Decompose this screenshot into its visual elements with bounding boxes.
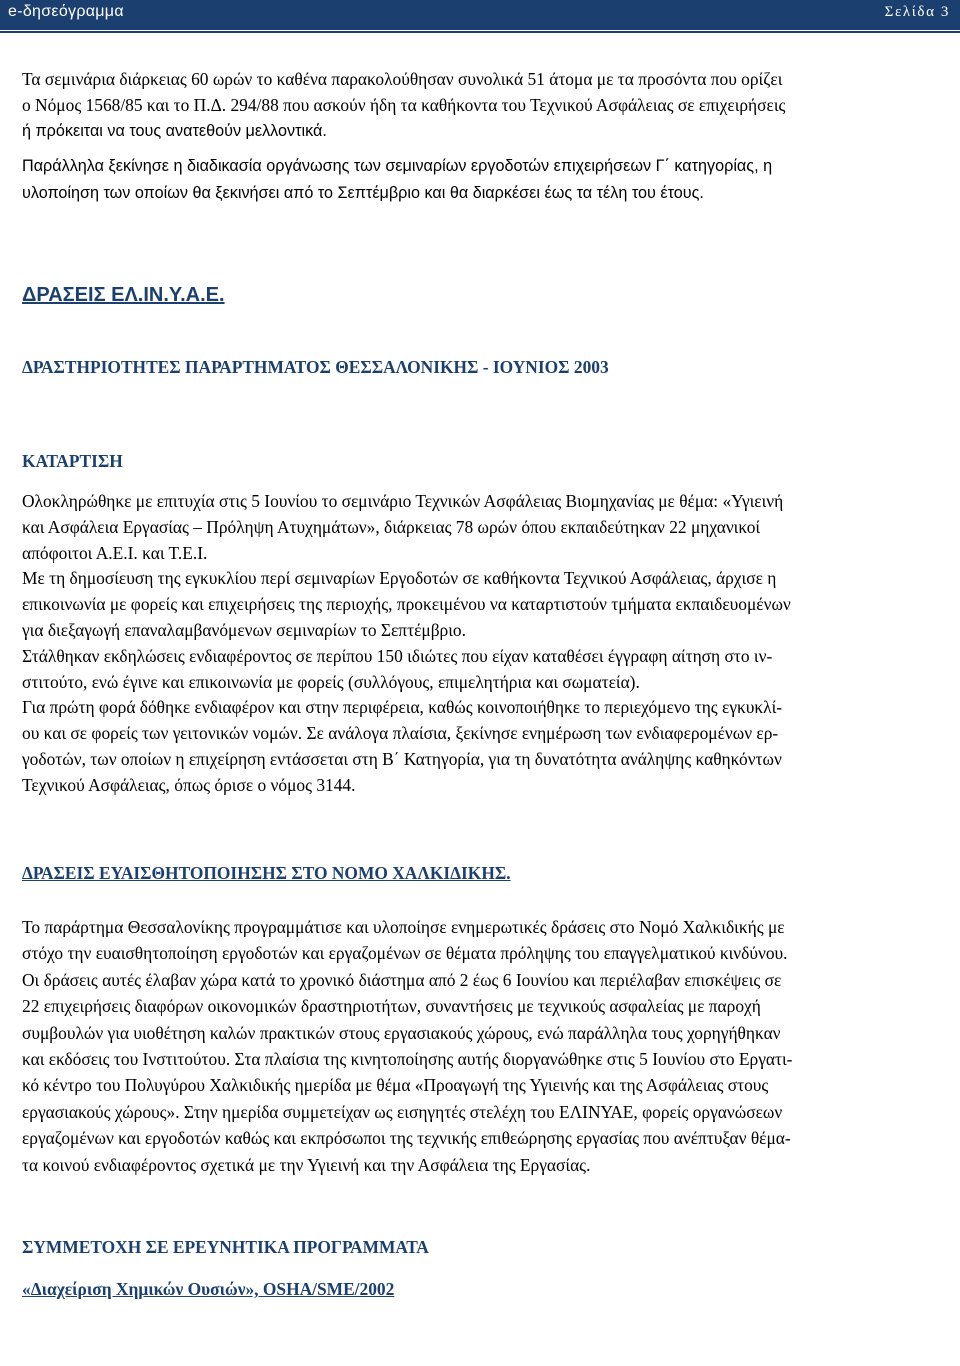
text-line: τα κοινού ενδιαφέροντος σχετικά με την Υγιεινή και την Ασφάλεια της Εργασίας. bbox=[22, 1154, 591, 1175]
text-line: Ολοκληρώθηκε με επιτυχία στις 5 Ιουνίου το σεμινάριο Τεχνικών Ασφάλειας Βιομηχανίας με θέμα: «Υγιεινή bbox=[22, 491, 784, 511]
text-line: γοδοτών, των οποίων η επιχείρηση εντάσσεται στη Β΄ Κατηγορία, για τη δυνατότητα ανάληψης καθηκόντων bbox=[22, 748, 782, 769]
text-line: Παράλληλα ξεκίνησε η διαδικασία οργάνωσης των σεμιναρίων εργοδοτών επιχειρήσεων Γ΄ κατηγορίας, η bbox=[22, 157, 773, 175]
text-line: υλοποίηση των οποίων θα ξεκινήσει από το Σεπτέμβριο και θα διαρκέσει έως τα τέλη του έτους. bbox=[22, 184, 704, 202]
text-line: Το παράρτημα Θεσσαλονίκης προγραμμάτισε και υλοποίησε ενημερωτικές δράσεις στο Νομό Χαλκιδικής με bbox=[22, 917, 785, 937]
header-divider bbox=[0, 31, 960, 33]
text-line: εργασιακούς χώρους». Στην ημερίδα συμμετείχαν ως εισηγητές στελέχη του ΕΛΙΝΥΑΕ, φορείς οργανώσεων bbox=[22, 1101, 783, 1122]
text-line: Τεχνικού Ασφάλειας, όπως όρισε ο νόμος 3144. bbox=[22, 774, 356, 795]
awareness-title: ΔΡΑΣΕΙΣ ΕΥΑΙΣΘΗΤΟΠΟΙΗΣΗΣ ΣΤΟ ΝΟΜΟ ΧΑΛΚΙΔΙΚΗΣ. bbox=[22, 863, 511, 883]
awareness-paragraph bbox=[22, 914, 938, 1178]
text-line: ου και σε φορείς των γειτονικών νομών. Σε ανάλογα πλαίσια, ξεκίνησε ενημέρωση των ενδιαφερομένων ερ- bbox=[22, 723, 779, 744]
intro-paragraph bbox=[22, 66, 938, 144]
training-paragraph bbox=[22, 489, 938, 799]
text-line: 22 επιχειρήσεις διαφόρων οικονομικών δραστηριοτήτων, συναντήσεις με τεχνικούς ασφαλείας με παροχή bbox=[22, 996, 761, 1017]
text-line: στιτούτο, ενώ έγινε και επικοινωνία με φορείς (συλλόγους, επιμελητήρια και σωματεία). bbox=[22, 671, 640, 692]
page-header bbox=[0, 0, 960, 30]
text-line: Με τη δημοσίευση της εγκυκλίου περί σεμιναρίων Εργοδοτών σε καθήκοντα Τεχνικού Ασφάλειας, άρχισε η bbox=[22, 568, 777, 589]
text-line: ή πρόκειται να τους ανατεθούν μελλοντικά. bbox=[22, 122, 327, 140]
text-line: στόχο την ευαισθητοποίηση εργοδοτών και εργαζομένων σε θέματα πρόληψης του επαγγελματικού κινδύνου. bbox=[22, 943, 788, 964]
parallel-paragraph bbox=[22, 153, 938, 207]
text-line: απόφοιτοι Α.Ε.Ι. και Τ.Ε.Ι. bbox=[22, 542, 208, 563]
section-title: ΔΡΑΣΕΙΣ ΕΛ.ΙΝ.Υ.Α.Ε. bbox=[22, 284, 225, 306]
text-line: Στάλθηκαν εκδηλώσεις ενδιαφέροντος σε περίπου 150 ιδιώτες που είχαν καταθέσει έγγραφη αίτηση στο ιν- bbox=[22, 645, 773, 666]
text-line: Για πρώτη φορά δόθηκε ενδιαφέρον και στην περιφέρεια, καθώς κοινοποιήθηκε το περιεχόμενο της εγκυκλί- bbox=[22, 697, 783, 718]
text-line: και εκδόσεις του Ινστιτούτου. Στα πλαίσια της κινητοποίησης αυτής διοργανώθηκε στις 5 Ιουνίου στο Εργατι- bbox=[22, 1049, 793, 1070]
text-line: και Ασφάλεια Εργασίας – Πρόληψη Ατυχημάτων», διάρκειας 78 ωρών όπου εκπαιδεύτηκαν 22 μηχανικοί bbox=[22, 516, 761, 537]
page-number-label: Σελίδα 3 bbox=[884, 4, 950, 20]
text-line: Τα σεμινάρια διάρκειας 60 ωρών το καθένα παρακολούθησαν συνολικά 51 άτομα με τα προσόντα που ορίζει bbox=[22, 69, 783, 89]
text-line: συμβουλών για υιοθέτηση καλών πρακτικών στους εργασιακούς χώρους, ενώ παράλληλα τους χορηγήθηκαν bbox=[22, 1022, 781, 1043]
branch-title: ΔΡΑΣΤΗΡΙΟΤΗΤΕΣ ΠΑΡΑΡΤΗΜΑΤΟΣ ΘΕΣΣΑΛΟΝΙΚΗΣ - ΙΟΥΝΙΟΣ 2003 bbox=[22, 357, 609, 377]
research-title: ΣΥΜΜΕΤΟΧΗ ΣΕ ΕΡΕΥΝΗΤΙΚΑ ΠΡΟΓΡΑΜΜΑΤΑ bbox=[22, 1237, 429, 1257]
site-name: e-δησεόγραμμα bbox=[8, 3, 124, 20]
text-line: για διεξαγωγή επαναλαμβανόμενων σεμιναρίων το Σεπτέμβριο. bbox=[22, 619, 466, 640]
training-title: ΚΑΤΑΡΤΙΣΗ bbox=[22, 451, 123, 471]
text-line: επικοινωνία με φορείς και επιχειρήσεις της περιοχής, προκειμένου να καταρτιστούν τμήματα εκπαιδευομένων bbox=[22, 594, 791, 615]
text-line: ο Νόμος 1568/85 και το Π.Δ. 294/88 που ασκούν ήδη τα καθήκοντα του Τεχνικού Ασφάλειας σε επιχειρήσεις bbox=[22, 95, 786, 115]
text-line: κό κέντρο του Πολυγύρου Χαλκιδικής ημερίδα με θέμα «Προαγωγή της Υγιεινής και της Ασφάλειας στους bbox=[22, 1075, 769, 1096]
text-line: εργαζομένων και εργοδοτών καθώς και εκπρόσωποι της τεχνικής επιθεώρησης εργασίας που ανέπτυξαν θέμα- bbox=[22, 1128, 791, 1149]
research-item: «Διαχείριση Χημικών Ουσιών», OSHA/SME/2002 bbox=[22, 1279, 395, 1299]
text-line: Οι δράσεις αυτές έλαβαν χώρα κατά το χρονικό διάστημα από 2 έως 6 Ιουνίου και περιέλαβαν επισκέψεις σε bbox=[22, 969, 782, 990]
